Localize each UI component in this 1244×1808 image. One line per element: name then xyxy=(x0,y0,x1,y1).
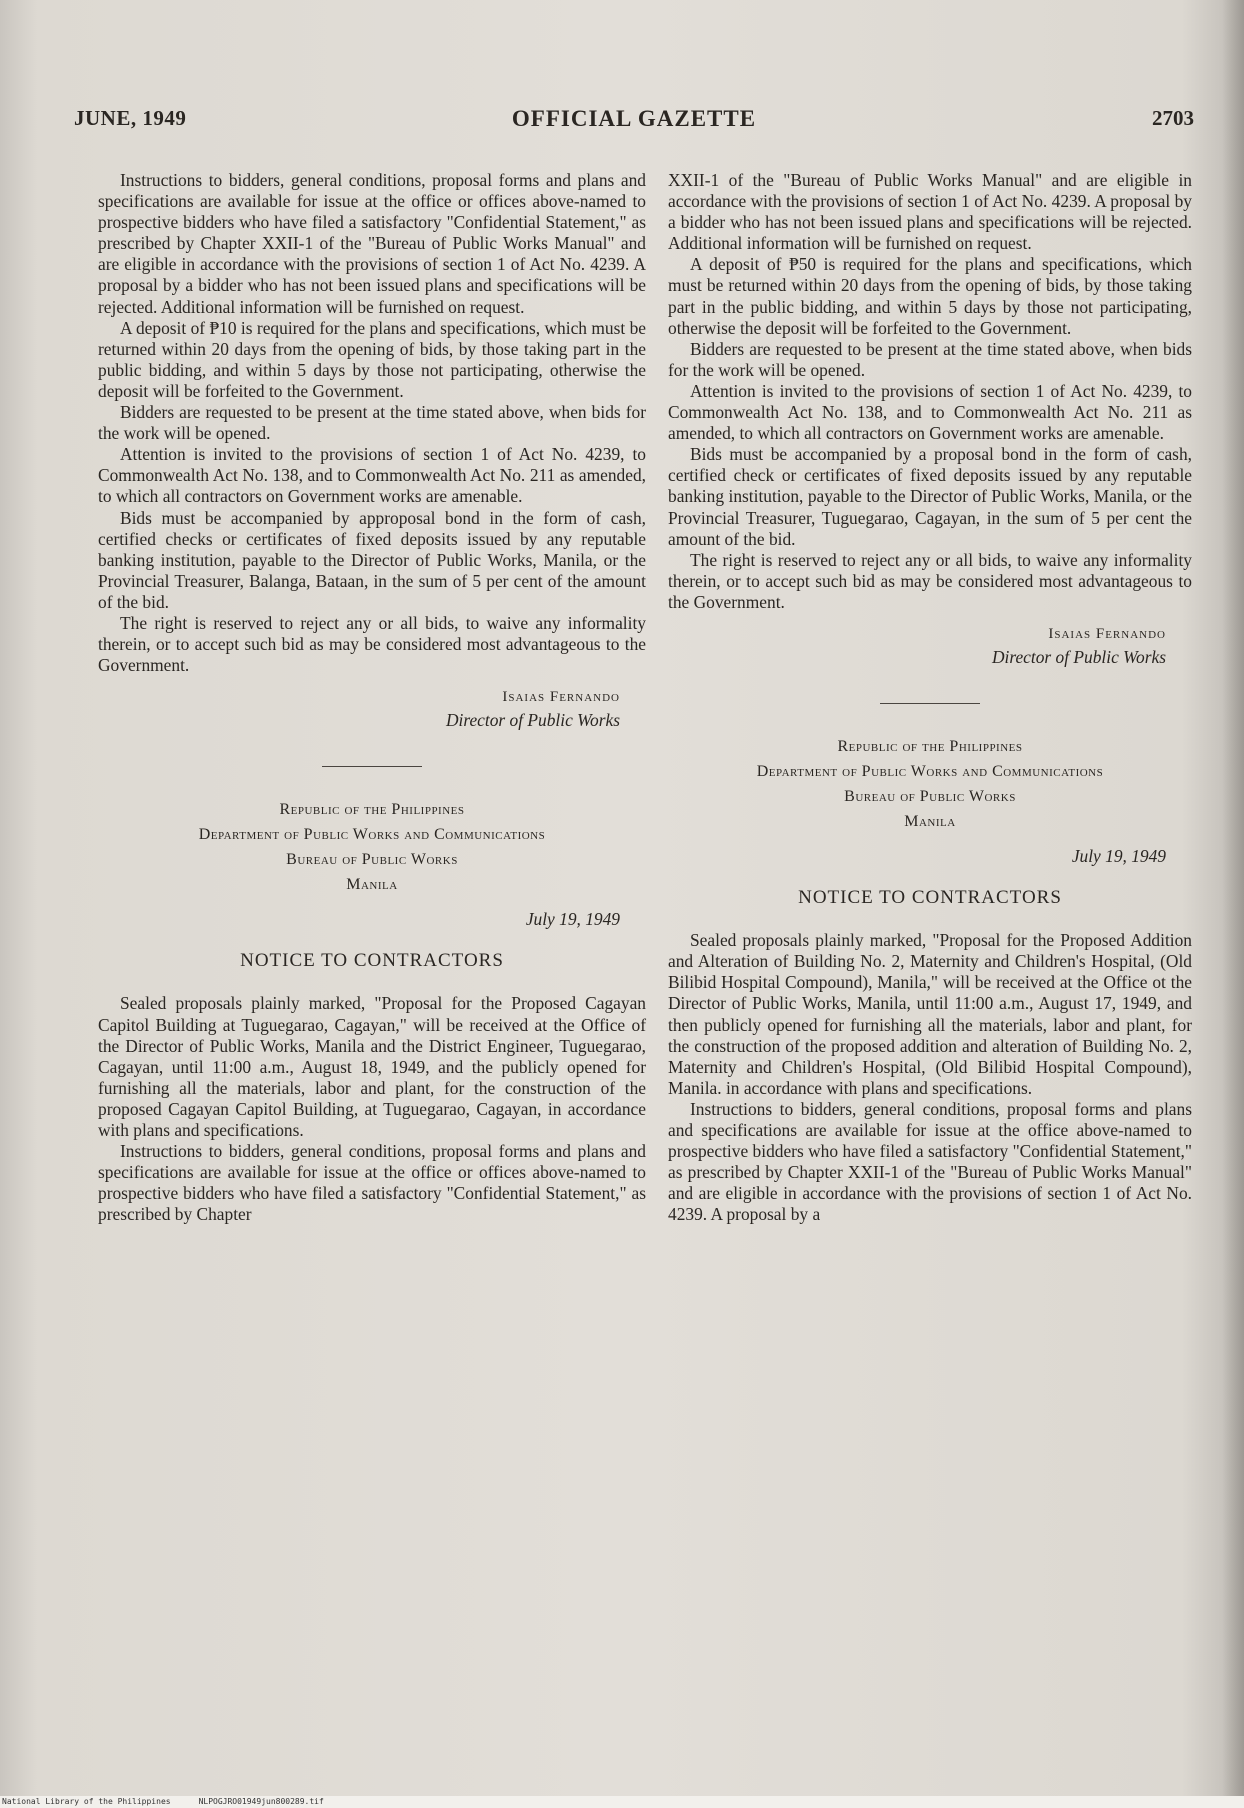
page-edge-shadow xyxy=(1222,0,1244,1808)
signatory-title: Director of Public Works xyxy=(991,646,1166,667)
header-date: JUNE, 1949 xyxy=(74,106,187,130)
paragraph-deposit: A deposit of ₱50 is required for the plans and specifications, which must be returned within 20 days from the opening of bids, by those taking part in the public bidding, and within 5 days by those not participating, otherwise the deposit will be forfeited to the Government. xyxy=(668,254,1192,338)
notice-date: July 19, 1949 xyxy=(1071,845,1166,866)
page-header xyxy=(74,106,1194,142)
paragraph-instructions: Instructions to bidders, general conditions, proposal forms and plans and specifications are available for issue at the office or offices above-named to prospective bidders who have filed a satisfactory "Confidential Statement," as prescribed by Chapter XXII-1 of the "Bureau of Public Works Manual" and are eligible in accordance with the provisions of section 1 of Act No. 4239. A proposal by a bidder who has not been issued plans and specifications will be rejected. Additional information will be furnished on request. xyxy=(98,170,646,317)
agency-heading xyxy=(668,734,1192,834)
signatory-name: Isaias Fernando xyxy=(502,689,620,706)
paragraph-proposal-bond: Bids must be accompanied by approposal bond in the form of cash, certified checks or certificates of fixed deposits issued by any reputable banking institution, payable to the Director of Public Works, Manila, or the Provincial Treasurer, Balanga, Bataan, in the sum of 5 per cent of the amount of the bid. xyxy=(98,507,646,612)
paragraph-proposal-bond: Bids must be accompanied by a proposal bond in the form of cash, certified check or certificates of fixed deposits issued by any reputable banking institution, payable to the Director of Public Works, Manila, or the Provincial Treasurer, Tuguegarao, Cagayan, in the sum of 5 per cent the amount of the bid. xyxy=(668,444,1192,549)
agency-bureau: Bureau of Public Works xyxy=(844,787,1016,805)
agency-bureau: Bureau of Public Works xyxy=(286,851,458,869)
paragraph-right-reserved: The right is reserved to reject any or all bids, to waive any informality therein, or to accept such bid as may be considered most advantageous to the Government. xyxy=(98,612,646,676)
agency-department: Department of Public Works and Communications xyxy=(198,826,546,844)
paragraph-instructions-continuation: XXII-1 of the "Bureau of Public Works Manual" and are eligible in accordance with the provisions of section 1 of Act No. 4239. A proposal by a bidder who has not been issued plans and specifications will be rejected. Additional information will be furnished on request. xyxy=(668,170,1192,254)
section-divider xyxy=(322,766,422,767)
paragraph-right-reserved: The right is reserved to reject any or all bids, to waive any informality therein, or to accept such bid as may be considered most advantageous to the Government. xyxy=(668,549,1192,612)
paragraph-deposit: A deposit of ₱10 is required for the plans and specifications, which must be returned within 20 days from the opening of bids, by those taking part in the public bidding, and within 5 days by those not participating, otherwise the deposit will be forfeited to the Government. xyxy=(98,317,646,401)
notice-title: NOTICE TO CONTRACTORS xyxy=(240,950,504,972)
signatory-name: Isaias Fernando xyxy=(1048,625,1166,642)
agency-republic: Republic of the Philippines xyxy=(279,801,465,819)
footer-filename: NLPOGJRO01949jun800289.tif xyxy=(198,1797,324,1806)
paragraph-bidders-present: Bidders are requested to be present at the time stated above, when bids for the work will be opened. xyxy=(98,402,646,444)
paragraph-instructions: Instructions to bidders, general conditions, proposal forms and plans and specifications are available for issue at the office above-named to prospective bidders who have filed a satisfactory "Confidential Statement," as prescribed by Chapter XXII-1 of the "Bureau of Public Works Manual" and are eligible in accordance with the provisions of section 1 of Act No. 4239. A proposal by a xyxy=(668,1098,1192,1225)
agency-city: Manila xyxy=(904,812,956,830)
agency-republic: Republic of the Philippines xyxy=(837,737,1023,755)
signatory-title: Director of Public Works xyxy=(445,710,620,731)
footer-library: National Library of the Philippines xyxy=(2,1797,171,1806)
agency-heading xyxy=(98,797,646,897)
publication-title: OFFICIAL GAZETTE xyxy=(511,106,757,131)
agency-department: Department of Public Works and Communications xyxy=(756,762,1104,780)
notice-title: NOTICE TO CONTRACTORS xyxy=(798,887,1062,909)
paragraph-bidders-present: Bidders are requested to be present at the time stated above, when bids for the work will be opened. xyxy=(668,338,1192,380)
signature-block xyxy=(98,686,620,732)
left-column xyxy=(98,170,646,1225)
scan-footer xyxy=(0,1796,1244,1808)
paragraph-sealed-proposals: Sealed proposals plainly marked, "Proposal for the Proposed Cagayan Capitol Building at Tuguegarao, Cagayan," will be received at the Office of the Director of Public Works, Manila and the District Engineer, Tuguegarao, Cagayan, until 11:00 a.m., August 18, 1949, and the publicly opened for furnishing all the materials, labor and plant, for the construction of the proposed Cagayan Capitol Building, at Tuguegarao, Cagayan, in accordance with plans and specifications. xyxy=(98,993,646,1140)
page-number: 2703 xyxy=(1152,106,1194,130)
paragraph-attention: Attention is invited to the provisions of section 1 of Act No. 4239, to Commonwealth Act No. 138, and to Commonwealth Act No. 211 as amended, to which all contractors on Government works are amenable. xyxy=(668,380,1192,444)
paragraph-attention: Attention is invited to the provisions of section 1 of Act No. 4239, to Commonwealth Act No. 138, and to Commonwealth Act No. 211 as amended, to which all contractors on Government works are amenable. xyxy=(98,444,646,507)
paragraph-sealed-proposals: Sealed proposals plainly marked, "Proposal for the Proposed Addition and Alteration of Building No. 2, Maternity and Children's Hospital, (Old Bilibid Hospital Compound), Manila," will be received at the Office ot the Director of Public Works, Manila, until 11:00 a.m., August 17, 1949, and then publicly opened for furnishing all the materials, labor and plant, for the construction of the proposed addition and alteration of Building No. 2, Maternity and Children's Hospital, (Old Bilibid Hospital Compound), Manila. in accordance with plans and specifications. xyxy=(668,930,1192,1098)
agency-city: Manila xyxy=(346,876,398,894)
paragraph-instructions-continued: Instructions to bidders, general conditions, proposal forms and plans and specifications are available for issue at the office or offices above-named to prospective bidders who have filed a satisfactory "Confidential Statement," as prescribed by Chapter xyxy=(98,1141,646,1225)
right-column xyxy=(668,170,1192,1225)
notice-date: July 19, 1949 xyxy=(525,909,620,930)
signature-block xyxy=(668,623,1166,669)
section-divider xyxy=(880,703,980,704)
